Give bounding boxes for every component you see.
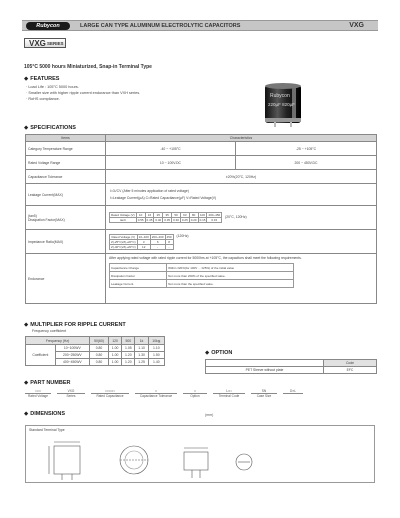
df-value: 0.25 xyxy=(181,218,188,222)
subtitle: 105°C 5000 hours Miniaturized, Snap-in Terminal Type xyxy=(24,64,152,70)
ripple-value: 1.20 xyxy=(122,359,135,366)
specifications-heading: ◆ SPECIFICATIONS xyxy=(24,125,76,131)
ripple-voltage: 400~450WV xyxy=(55,359,89,366)
rubycon-logo: Rubycon xyxy=(26,22,70,30)
endurance-table xyxy=(109,263,294,288)
spec-item: Impedance Ratio(MAX) xyxy=(26,230,106,254)
ir-cell: - xyxy=(150,244,165,249)
features-list xyxy=(26,84,140,102)
spec-item: Category Temperature Range xyxy=(26,142,106,156)
ripple-value: 0.80 xyxy=(90,359,109,366)
part-label: Capacitance Tolerance xyxy=(139,394,173,398)
option-col-blank xyxy=(206,360,324,367)
capacitor-brand: Rubycon xyxy=(270,93,290,99)
df-table xyxy=(109,212,222,223)
part-code: □□□□□ xyxy=(91,389,129,394)
header-bar xyxy=(22,20,378,31)
spec-value: -25 ~ +105°C xyxy=(235,142,376,156)
spec-col-items: Items xyxy=(26,135,106,142)
df-value: 0.35 xyxy=(164,218,171,222)
ripple-value: 1.00 xyxy=(108,352,121,359)
endurance-label: Leakage Current xyxy=(110,280,167,288)
ripple-value: 1.40 xyxy=(148,359,164,366)
capacitor-image xyxy=(262,82,304,128)
leakage-legend: I=Leakage Current(µA) C=Rated Capacitance(µF) V=Rated Voltage(V) xyxy=(110,196,217,200)
header-series-code: VXG xyxy=(349,22,364,29)
spec-value: 10 ~ 100V.DC xyxy=(106,156,236,170)
endurance-text: After applying rated voltage with rated ripple current for 5000hrs at +105°C, the capacitors shall meet the following requirements. xyxy=(109,256,302,260)
series-word: SERIES xyxy=(47,41,64,46)
dimensions-unit: (mm) xyxy=(205,413,214,417)
ripple-freq: 500 xyxy=(122,337,135,345)
spec-item: Rated Voltage Range xyxy=(26,156,106,170)
df-voltage: 80 xyxy=(189,213,198,218)
option-table xyxy=(205,359,377,374)
spec-item: Capacitance Tolerance xyxy=(26,170,106,184)
part-label: Rated Capacitance xyxy=(96,394,124,398)
endurance-cell xyxy=(106,254,377,304)
spec-item: Endurance xyxy=(26,254,106,304)
part-segment xyxy=(91,389,129,398)
ir-cell: 3 xyxy=(137,239,150,244)
df-value: 0.15 xyxy=(207,218,222,223)
header-title: LARGE CAN TYPE ALUMINUM ELECTROLYTIC CAPACITORS xyxy=(80,23,241,29)
endurance-value: Not more than the specified value. xyxy=(167,280,294,288)
ripple-value: 0.80 xyxy=(90,345,109,352)
endurance-value: Within ±20%(for 100V ... ±25%) of the initial value xyxy=(167,264,294,272)
ripple-value: 1.10 xyxy=(148,345,164,352)
ir-head: 200~400 xyxy=(151,234,164,239)
part-code: VXG xyxy=(57,389,85,394)
df-value: 0.55 xyxy=(137,218,144,222)
df-label: tanδ xyxy=(110,218,137,223)
part-number-heading: ◆ PART NUMBER xyxy=(24,380,70,386)
feature-item: · Load Life : 105°C 5000 hours. xyxy=(26,85,79,89)
df-voltage: 35 xyxy=(163,213,172,218)
part-segment xyxy=(135,389,177,398)
part-label: Terminal Code xyxy=(218,394,240,398)
option-label: PET Sleeve without plate xyxy=(206,367,324,374)
ripple-head-freq: Frequency (Hz) xyxy=(26,337,90,345)
part-segment xyxy=(25,389,51,398)
ir-cell: 12 xyxy=(137,244,150,249)
endurance-value: Not more than 200% of the specified value. xyxy=(167,272,294,280)
part-label: Series xyxy=(66,394,76,398)
df-voltage: 50 xyxy=(172,213,181,218)
ir-note: (120Hz) xyxy=(176,233,189,238)
ripple-freq: 50(60) xyxy=(90,337,109,345)
ripple-value: 1.00 xyxy=(108,359,121,366)
part-code: □□□ xyxy=(25,389,51,394)
ir-cell: Z(-40°C)/Z(+20°C) xyxy=(111,244,136,249)
dimensions-heading: ◆ DIMENSIONS xyxy=(24,411,65,417)
df-value: 0.30 xyxy=(173,218,179,222)
part-code: D×L xyxy=(283,389,303,394)
leakage-formula: I=3√CV (After 5 minutes application of rated voltage) xyxy=(110,189,189,193)
dimension-drawing xyxy=(34,434,284,482)
ripple-value: 1.50 xyxy=(148,352,164,359)
ripple-coef-label: Coefficient xyxy=(26,345,56,366)
ripple-value: 1.00 xyxy=(108,345,121,352)
specifications-table xyxy=(25,134,377,304)
spec-value: 200 ~ 450V.DC xyxy=(235,156,376,170)
part-segment xyxy=(213,389,245,398)
part-code: SN xyxy=(251,389,277,394)
ripple-voltage: 200~250WV xyxy=(55,352,89,359)
spec-col-characteristics: Characteristics xyxy=(106,135,377,142)
df-voltage: 16 xyxy=(145,213,154,218)
part-label: Option xyxy=(190,394,200,398)
ripple-value: 1.10 xyxy=(135,345,148,352)
feature-item: · RoHS compliance. xyxy=(26,97,60,101)
ir-head: 450 xyxy=(166,234,172,239)
dimensions-subheading: Standard Terminal Type xyxy=(29,428,65,432)
ir-cell: - xyxy=(165,244,173,249)
ripple-freq: 10k≦ xyxy=(148,337,164,345)
df-voltage: 200~450 xyxy=(208,213,221,217)
series-box xyxy=(24,38,66,48)
feature-item: · Smaller size with higher ripple current endurance than VXH series. xyxy=(26,91,141,95)
df-voltage: 25 xyxy=(154,213,163,218)
ripple-value: 1.05 xyxy=(122,345,135,352)
ir-cell: 8 xyxy=(165,239,173,244)
endurance-label: Capacitance Change xyxy=(110,264,167,272)
ripple-value: 0.80 xyxy=(90,352,109,359)
df-note: (20°C, 120Hz) xyxy=(225,215,247,220)
features-heading: ◆ FEATURES xyxy=(24,76,59,82)
part-segment xyxy=(183,389,207,398)
df-value: 0.40 xyxy=(155,218,162,222)
ripple-freq: 120 xyxy=(108,337,121,345)
part-segment xyxy=(57,389,85,398)
ir-cell: 6 xyxy=(150,239,165,244)
ripple-table xyxy=(25,336,165,366)
ir-head: Rated Voltage (V) xyxy=(111,234,136,239)
part-number-row xyxy=(25,389,330,398)
leakage-cell xyxy=(106,184,377,206)
part-segment xyxy=(251,389,277,398)
ripple-freq: 1k xyxy=(135,337,148,345)
spec-value: ±20%(20°C, 120Hz) xyxy=(106,170,377,184)
part-code: □ xyxy=(183,389,207,394)
option-col-code: Code xyxy=(324,360,377,367)
impedance-table xyxy=(109,234,174,250)
ir-cell: Z(-25°C)/Z(+20°C) xyxy=(111,239,136,244)
ripple-subheading: Frequency coefficient xyxy=(32,329,67,333)
part-code: □ xyxy=(135,389,177,394)
part-code: L□□ xyxy=(213,389,245,394)
df-voltage: 63 xyxy=(180,213,189,218)
part-label: Case Size xyxy=(256,394,272,398)
spec-item: (tanδ) Dissipation Factor(MAX) xyxy=(26,206,106,230)
series-code: VXG xyxy=(29,39,46,48)
df-voltage: 100 xyxy=(200,213,206,217)
df-value: 0.15 xyxy=(199,218,206,222)
df-cell xyxy=(106,206,377,230)
part-label: Rated Voltage xyxy=(27,394,49,398)
df-label: Rated Voltage (V) xyxy=(111,213,135,217)
capacitor-value: 220µF 820µF xyxy=(268,102,295,107)
endurance-label: Dissipation Factor xyxy=(110,272,167,280)
spec-item: Leakage Current(MAX) xyxy=(26,184,106,206)
ripple-heading: ◆ MULTIPLIER FOR RIPPLE CURRENT xyxy=(24,322,126,328)
ripple-value: 1.25 xyxy=(135,359,148,366)
part-segment xyxy=(283,389,303,398)
df-voltage: 10 xyxy=(136,213,145,218)
ir-head: 10~100 xyxy=(138,234,149,239)
option-code: EFC xyxy=(324,367,377,374)
ripple-voltage: 10~100WV xyxy=(55,345,89,352)
df-value: 0.45 xyxy=(146,218,153,222)
df-value: 0.20 xyxy=(190,218,197,222)
ripple-value: 1.20 xyxy=(122,352,135,359)
ripple-value: 1.30 xyxy=(135,352,148,359)
spec-value: -40 ~ +105°C xyxy=(106,142,236,156)
impedance-cell xyxy=(106,230,377,254)
dimensions-box xyxy=(25,425,375,483)
option-heading: ◆ OPTION xyxy=(205,350,232,356)
